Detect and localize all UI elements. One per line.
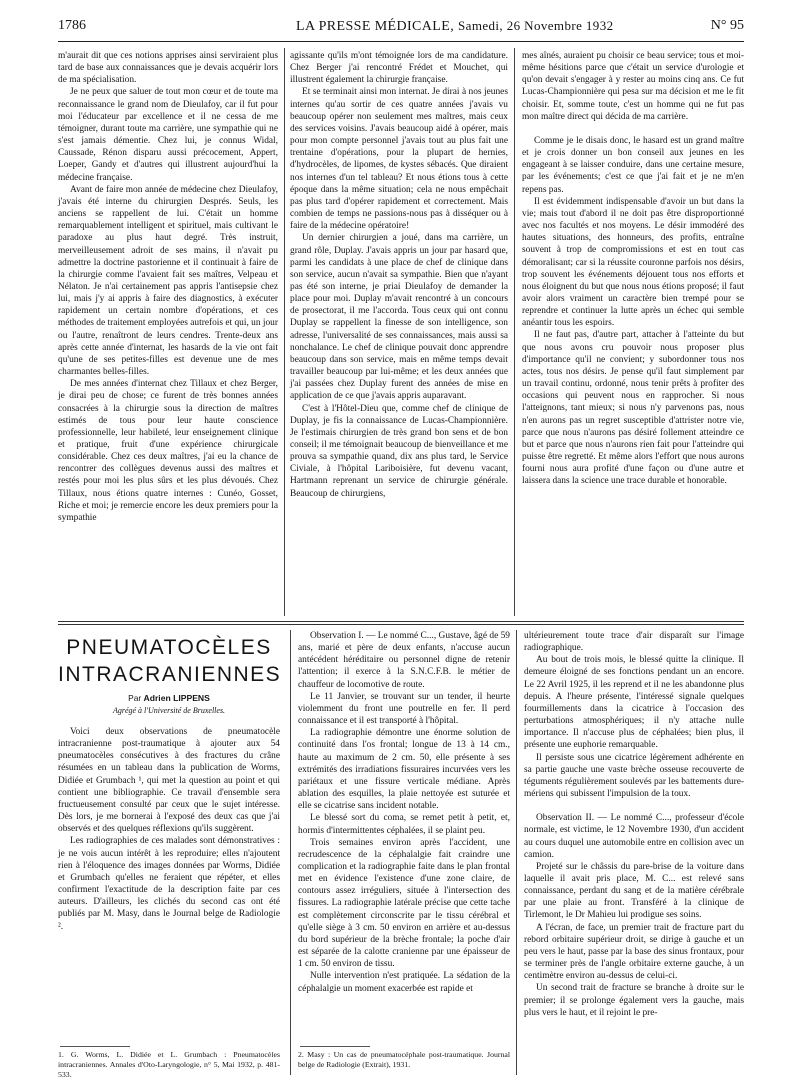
article-column-3 — [524, 630, 744, 1078]
paragraph: Observation II. — Le nommé C..., professeur d'école normale, est victime, le 12 Novembre 1930, d'un accident au cours duquel une automobile entre en collision avec un camion. — [524, 813, 744, 860]
paragraph: Un dernier chirurgien a joué, dans ma carrière, un grand rôle, Duplay. J'avais appris un jour par hasard que, parmi les candidats à une place de chef de clinique dans son service, aucun n'avait sa sympathie. Bien que n'ayant pas été son interne, je priai Dieulafoy de demander la place pour moi. Duplay m'avait rencontré à un concours de prosectorat, il me l'accorda. Tous ceux qui ont connu Duplay se rappellent la finesse de son intelligence, son adresse, l'universalité de ses connaissances, mais aussi sa nonchalance. Le chef de clinique pouvait donc apprendre beaucoup dans son service, mais en même temps devait travailler beaucoup par lui-même; et les deux années que j'ai passées chez Duplay furent des années de mise en application de ce que j'avais appris auparavant. — [290, 233, 508, 402]
paragraph: Comme je le disais donc, le hasard est un grand maître et je crois donner un bon conseil aux jeunes en les engageant à se laisser conduire, dans une certaine mesure, par les événements; c'est ce que j'ai fait et je ne m'en repens pas. — [522, 135, 744, 195]
page-number: 1786 — [58, 18, 86, 33]
paragraph: C'est à l'Hôtel-Dieu que, comme chef de clinique de Duplay, je fis la connaissance de Lucas-Championnière. Je l'estimais chirurgien de très grand bon sens et de bon conseil; il me témoignait beaucoup de bienveillance et me prouva sa sympathie quand, dix ans plus tard, le Service Civiale, à l'hôpital Lariboisière, fut devenu vacant, Hartmann reprenant un service de chirurgie générale. Beaucoup de chirurgiens, — [290, 403, 508, 499]
article-byline — [58, 693, 280, 703]
paragraph: Le 11 Janvier, se trouvant sur un tender, il heurte violemment du front une poutrelle en fer. Il perd connaissance et il est transporté à l'hôpital. — [298, 691, 510, 727]
issue-date: Samedi, 26 Novembre 1932 — [458, 18, 614, 33]
column-divider — [290, 630, 291, 1075]
article-author: Adrien LIPPENS — [143, 693, 210, 703]
paragraph: Je ne peux que saluer de tout mon cœur et de toute ma reconnaissance le grand nom de Dieulafoy, car il fut pour moi l'éducateur par excellence et il ne cessa de me témoigner, durant toute ma carrière, une sympathie qui ne s'est jamais démentie. Chez lui, je connus Widal, Caussade, Rénon disparu aussi précocement, Appert, Loeper, Gandy et d'autres qui illustrent aujourd'hui la médecine française. — [58, 87, 278, 183]
paragraph: Les radiographies de ces malades sont démonstratives : je ne vois aucun intérêt à les reproduire; elles n'ajoutent rien à l'éloquence des images données par Worms, Didiée et Grumbach qu'elles ne feraient que répéter, et elles confirment l'exactitude de la description faite par ces auteurs. D'ailleurs, les clichés du second cas ont été publiés par M. Masy, dans le Journal belge de Radiologie ². — [58, 836, 280, 932]
paragraph: agissante qu'ils m'ont témoignée lors de ma candidature. Chez Berger j'ai rencontré Frédet et Mouchet, qui illustrent également la chirurgie française. — [290, 51, 508, 86]
footnote: 2. Masy : Un cas de pneumatocéphale post-traumatique. Journal belge de Radiologie (Extrait), 1931. — [298, 1050, 510, 1069]
top-column-1 — [58, 50, 278, 615]
paragraph: Voici deux observations de pneumatocèle intracranienne post-traumatique à ajouter aux 54 pneumatocèles consécutives à des fractures du crâne résumées en un tableau dans la publication de Worms, Didiée et Grumbach ¹, qui met la question au point et qui contient une bibliographie. Ce travail d'ensemble sera fructueusement consulté par ceux que le sujet intéresse. Dès lors, je me bornerai à l'exposé des deux cas que j'ai observés et des quelques réflexions qu'ils suggèrent. — [58, 727, 280, 835]
byline-by: Par — [128, 693, 142, 703]
paragraph: Il est évidemment indispensable d'avoir un but dans la vie; mais tout d'abord il ne doit pas être disproportionné avec nos facultés et nos moyens. Le désir immodéré des hautes situations, des honneurs, des profits, entraîne souvent à trop de compromissions et est en tout cas démoralisant; car si la réussite couronne parfois nos désirs, trop souvent les événements déjouent tous nos efforts et nous éloignent du but que nous nous étions proposé; il faut avoir alors vraiment un caractère bien trempé pour se reprendre et continuer la lutte après un échec qui semble anéantir tous les espoirs. — [522, 196, 744, 329]
paragraph: Trois semaines environ après l'accident, une recrudescence de la céphalalgie fait craindre une complication et la radiographie faite dans le plan frontal met en évidence l'existence d'une zone claire, de contours assez irréguliers, située à l'intersection des fissures. La radiographie latérale précise que cette tache est complètement circonscrite par le tissu cérébral et qu'elle siège à 3 cm. 50 environ en arrière et au-dessus du bord supérieur de la brèche frontale; la poche d'air est séparée de la calotte cranienne par une épaisseur de 1 cm. 50 environ de tissu. — [298, 837, 510, 970]
column-divider — [514, 48, 515, 616]
paragraph: Et se terminait ainsi mon internat. Je dirai à nos jeunes internes qu'au sortir de ces quatre années j'avais vu beaucoup opérer non seulement mes maîtres, mais ceux des services voisins. J'avais beaucoup aidé à opérer, mais pour mon compte personnel j'avais tout au plus fait une trentaine d'opérations, pour la plupart de hernies, d'hydrocèles, de lipomes, de kystes sébacés. Que diraient nos internes d'un tel tableau? Et nous étions tous à cette époque dans la même situation; cela ne nous empêchait pas plus tard d'opérer rapidement et correctement. Mais combien de temps ne passions-nous pas à disséquer ou à faire de la médecine opératoire! — [290, 87, 508, 232]
paragraph: Il ne faut pas, d'autre part, attacher à l'atteinte du but que nous avons cru pouvoir nous proposer plus d'importance qu'il ne convient; y subordonner tous nos actes, tous nos désirs. Je pense qu'il faut simplement par un travail continu, ordonné, nous tenir prêts à profiter des occasions qui peuvent nous en rapprocher. Si nous l'atteignons, tant mieux; si nous n'y parvenons pas, nous n'en aurons pas un regret susceptible d'attrister notre vie, parce que nous n'aurons pas désiré follement atteindre ce but et parce que nous n'aurons rien fait pour l'atteindre qui puisse être regretté. Et même alors l'effort que nous aurons fourni nous aura profité d'une façon ou d'une autre et laissera dans la science une trace durable et honorable. — [522, 330, 744, 487]
header-rule — [58, 41, 744, 42]
page-header — [58, 18, 744, 38]
column-divider — [284, 48, 285, 616]
author-affiliation: Agrégé à l'Université de Bruxelles. — [112, 706, 226, 715]
paragraph: ultérieurement toute trace d'air disparaît sur l'image radiographique. — [524, 631, 744, 654]
paragraph: Le blessé sort du coma, se remet petit à petit, et, hormis d'intermittentes céphalées, il se plaint peu. — [298, 813, 510, 836]
paragraph: Un second trait de fracture se branche à droite sur le premier; il se prolonge également vers la gauche, mais plus vers le haut, et il rejoint le pre- — [524, 983, 744, 1018]
section-separator — [58, 621, 744, 622]
paragraph: Nulle intervention n'est pratiquée. La sédation de la céphalalgie un moment exacerbée est rapide et — [298, 971, 510, 994]
top-column-3 — [522, 50, 744, 615]
article-column-2 — [298, 630, 510, 1044]
footnote: 1. G. Worms, L. Didiée et L. Grumbach : Pneumatocèles intracraniennes. Annales d'Oto-Laryngologie, n° 5, Mai 1932, p. 481-533. — [58, 1050, 280, 1079]
article-title-line: INTRACRANIENNES — [58, 663, 282, 686]
section-separator — [58, 624, 744, 625]
paragraph: Observation I. — Le nommé C..., Gustave, âgé de 59 ans, marié et père de deux enfants, n'accuse aucun antécédent héréditaire ou personnel digne de retenir l'attention; il exerce à la S.N.C.F.B. le métier de chauffeur de locomotive de route. — [298, 631, 510, 690]
footnote-rule — [300, 1046, 370, 1047]
footnote-rule — [60, 1046, 130, 1047]
paragraph: Au bout de trois mois, le blessé quitte la clinique. Il demeure éloigné de ses fonctions pendant un an encore. Le 22 Avril 1925, il les reprend et il ne les abandonne plus depuis. A l'heure présente, l'intéressé signale quelques fourmillements dans la cicatrice à l'occasion des perturbations atmosphériques; il n'y attache nulle importance. Il n'accuse plus de céphalées; bien plus, il présente une euphorie remarquable. — [524, 655, 744, 751]
paragraph: Il persiste sous une cicatrice légèrement adhérente en sa partie gauche une vaste brèche osseuse recouverte de téguments régulièrement soulevés par les battements dure-mériens qui subissent l'impulsion de la toux. — [524, 752, 744, 800]
paragraph: A l'écran, de face, un premier trait de fracture part du rebord orbitaire supérieur droit, se dirige à gauche et un peu vers le haut, passe par la base des sinus frontaux, pour se terminer près de l'angle orbitaire externe gauche, à un centimètre environ au-dessus de celui-ci. — [524, 922, 744, 982]
paragraph: Avant de faire mon année de médecine chez Dieulafoy, j'avais été interne du chirurgien Després. Seuls, les anciens se rappellent de lui. C'était un homme remarquablement intelligent et spirituel, mais cultivant le paradoxe au plus haut degré. Très instruit, merveilleusement adroit de ses mains, il n'avait pu admettre la doctrine pastorienne et il continuait à faire de la chirurgie comme l'avaient fait ses maîtres, Velpeau et Nélaton. Je n'ai certainement pas appris l'antisepsie chez lui, mais j'y ai appris à faire des diagnostics, à exécuter rapidement un certain nombre d'opérations, et ces méthodes de traitement employées autrefois et qui, un jour ou l'autre, renaîtront de leurs cendres. Trente-deux ans après cette année d'internat, les hasards de la vie ont fait qu'une de ses petites-filles est devenue une de mes charmantes belles-filles. — [58, 184, 278, 378]
paragraph: mes aînés, auraient pu choisir ce beau service; tous et moi-même hésitions parce que c'était un service d'urologie et qu'on devait s'engager à y rester au moins cinq ans. Ce fut Lucas-Championnière qui pesa sur ma décision et me le fit choisir. Et, somme toute, c'est un homme qui ne fut pas mon maître direct qui décida de ma carrière. — [522, 51, 744, 122]
article-column-1 — [58, 726, 280, 1048]
top-column-2 — [290, 50, 508, 615]
issue-number: N° 95 — [710, 18, 744, 33]
article-title-line: PNEUMATOCÈLES — [66, 636, 272, 659]
journal-title — [296, 18, 614, 35]
paragraph: Projeté sur le châssis du pare-brise de la voiture dans laquelle il avait pris place, M. C... est relevé sans connaissance, perdant du sang et de la matière cérébrale par une plaie au front. Transféré à la clinique de Tirlemont, le Dr Mahieu lui prodigue ses soins. — [524, 861, 744, 921]
paragraph: La radiographie démontre une énorme solution de continuité dans l'os frontal; longue de 13 à 14 cm., haute au maximum de 2 cm. 50, elle présente à ses extrémités des irradiations fissuraires incurvées vers les pariétaux et une fissure verticale médiane. Après ablation des esquilles, la plaie nettoyée est suturée et elle se cicatrise sans incident notable. — [298, 728, 510, 812]
paragraph: De mes années d'internat chez Tillaux et chez Berger, je dirai peu de chose; ce furent de très bonnes années consacrées à la chirurgie sous la direction de maîtres estimés de tous pour leur haute conscience professionnelle, leur habileté, leur enseignement clinique et pratique, fruit d'une expérience chirurgicale considérable. Chez ces deux maîtres, j'ai eu la chance de rencontrer des collègues devenus aussi des maîtres et restés pour moi les plus sûrs et les plus dévoués. Chez Tillaux, nous étions quatre internes : Cunéo, Gosset, Riche et moi; je remercie encore les deux premiers pour la sympathie — [58, 379, 278, 523]
journal-name: LA PRESSE MÉDICALE, — [296, 19, 455, 34]
column-divider — [516, 630, 517, 1075]
article-title — [58, 634, 280, 688]
paragraph: m'aurait dit que ces notions apprises ainsi serviraient plus tard de base aux connaissances que je devais acquérir lors de ma spécialisation. — [58, 51, 278, 86]
